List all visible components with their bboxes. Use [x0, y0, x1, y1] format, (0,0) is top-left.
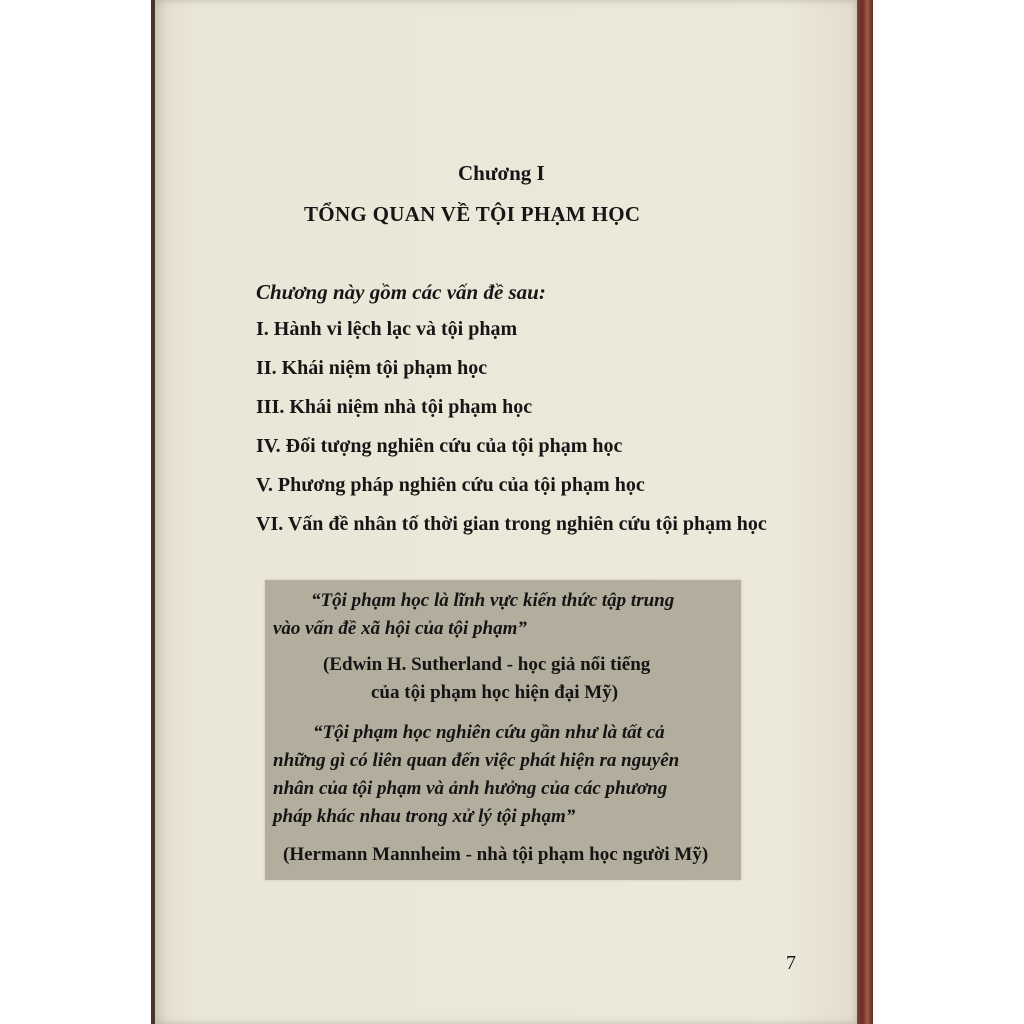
- topic-item: V. Phương pháp nghiên cứu của tội phạm học: [256, 474, 645, 496]
- topic-item: III. Khái niệm nhà tội phạm học: [256, 396, 533, 418]
- quote-line: “Tội phạm học nghiên cứu gần như là tất cả: [313, 722, 665, 743]
- quote-line: những gì có liên quan đến việc phát hiện ra nguyên: [273, 750, 680, 771]
- quote-line: “Tội phạm học là lĩnh vực kiến thức tập trung: [311, 590, 675, 611]
- chapter-heading: TỔNG QUAN VỀ TỘI PHẠM HỌC: [304, 202, 641, 226]
- quote-attribution: (Edwin H. Sutherland - học giả nổi tiếng: [323, 654, 651, 675]
- quote-attribution: (Hermann Mannheim - nhà tội phạm học người Mỹ): [283, 844, 709, 865]
- background-left: [0, 0, 152, 1024]
- background-right: [866, 0, 1024, 1024]
- quote-line: vào vấn đề xã hội của tội phạm”: [273, 618, 527, 639]
- quote-box: [265, 580, 741, 880]
- topic-item: VI. Vấn đề nhân tố thời gian trong nghiên cứu tội phạm học: [256, 513, 767, 535]
- topic-item: I. Hành vi lệch lạc và tội phạm: [256, 318, 518, 340]
- book-cover-edge: [855, 0, 873, 1024]
- quote-line: nhân của tội phạm và ảnh hưởng của các phương: [273, 778, 668, 799]
- chapter-title: Chương I: [458, 161, 545, 185]
- quote-line: pháp khác nhau trong xử lý tội phạm”: [273, 806, 576, 827]
- quote-attribution: của tội phạm học hiện đại Mỹ): [371, 682, 619, 703]
- chapter-intro: Chương này gồm các vấn đề sau:: [256, 280, 546, 304]
- topic-item: IV. Đối tượng nghiên cứu của tội phạm học: [256, 435, 623, 457]
- topic-item: II. Khái niệm tội phạm học: [256, 357, 488, 379]
- page-number: 7: [786, 952, 796, 974]
